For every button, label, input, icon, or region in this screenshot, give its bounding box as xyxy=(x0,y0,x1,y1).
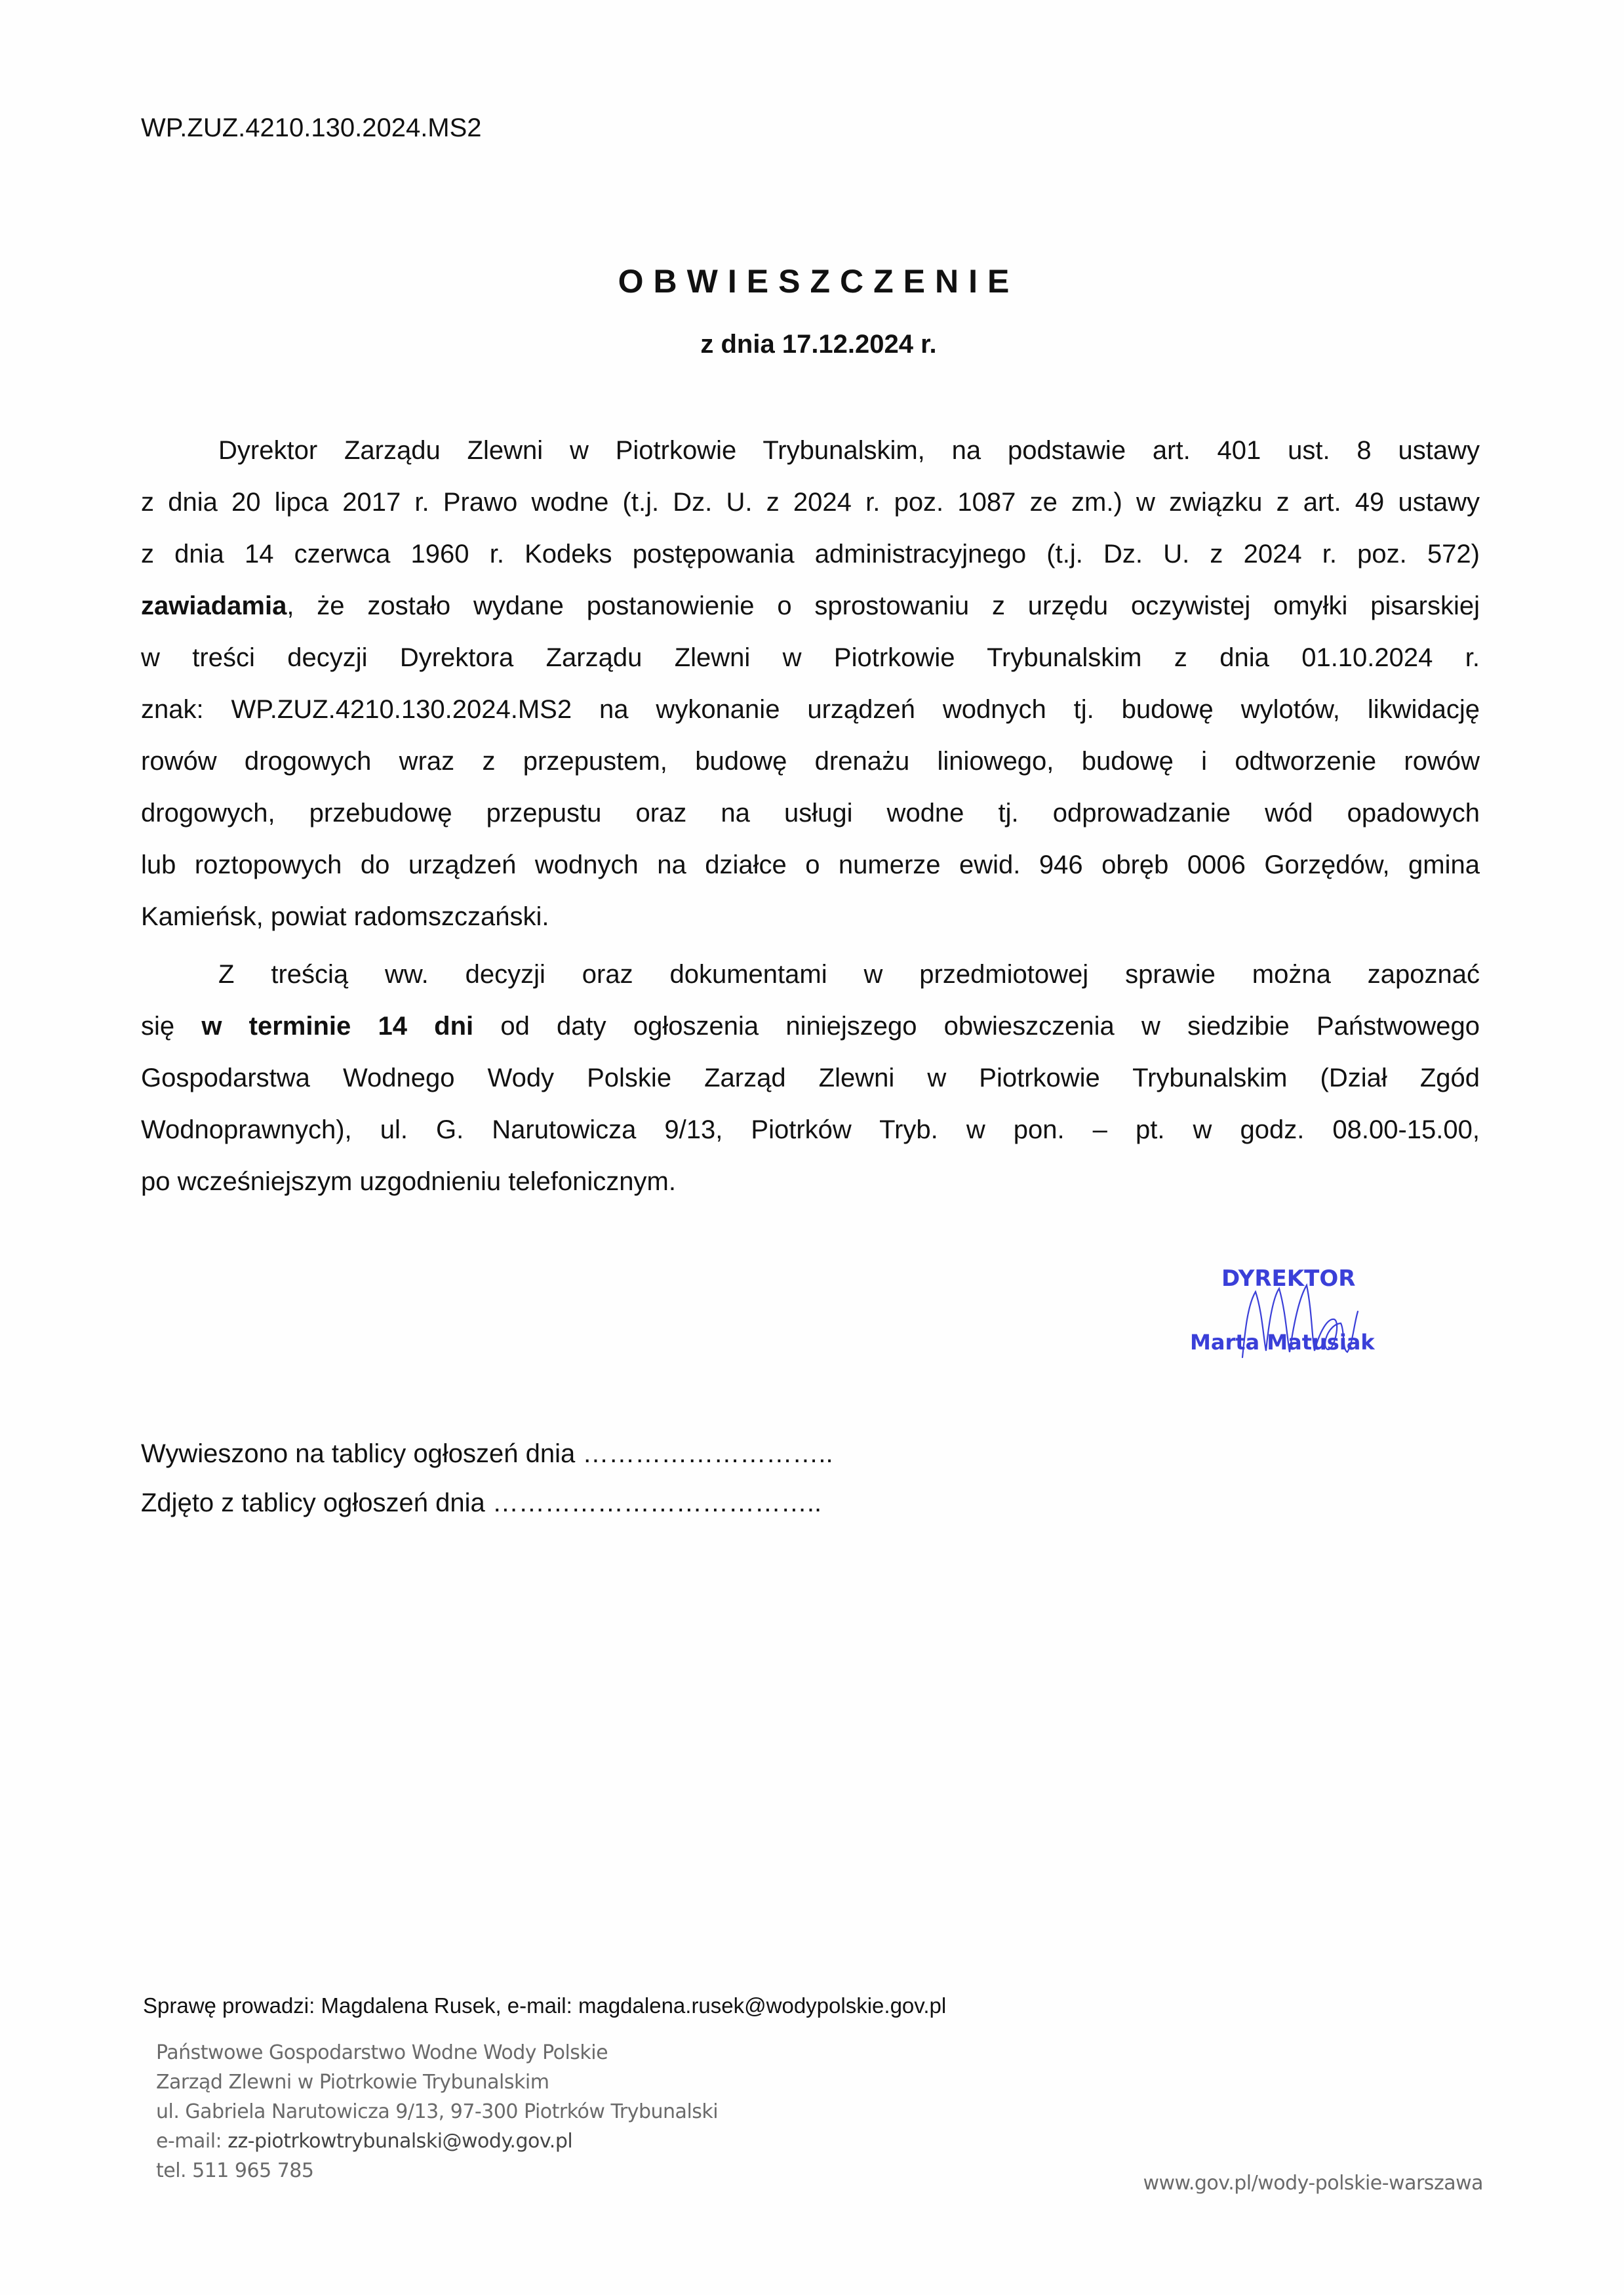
director-stamp xyxy=(1190,1266,1400,1370)
line-text: , że zostało wydane postanowienie o sprostowaniu z urzędu oczywistej omyłki pisarskiej xyxy=(287,591,1480,620)
line-text: od daty ogłoszenia niniejszego obwieszczenia w siedzibie Państwowego xyxy=(473,1012,1480,1041)
paragraph-line: Gospodarstwa Wodnego Wody Polskie Zarząd Zlewni w Piotrkowie Trybunalskim (Dział Zgód xyxy=(141,1064,1480,1092)
bold-deadline: w terminie 14 dni xyxy=(201,1012,474,1041)
bold-keyword: zawiadamia xyxy=(141,591,287,620)
posted-on-board-line: Wywieszono na tablicy ogłoszeń dnia ……………………….. xyxy=(141,1439,833,1468)
footer-address xyxy=(156,2038,718,2185)
footer-street: ul. Gabriela Narutowicza 9/13, 97-300 Piotrków Trybunalski xyxy=(156,2100,719,2123)
case-handler: Sprawę prowadzi: Magdalena Rusek, e-mail: magdalena.rusek@wodypolskie.gov.pl xyxy=(143,1993,947,2018)
document-date: z dnia 17.12.2024 r. xyxy=(700,330,937,359)
paragraph-notice xyxy=(141,425,1480,943)
paragraph-access-info xyxy=(141,949,1480,1208)
footer-org-unit: Zarząd Zlewni w Piotrkowie Trybunalskim xyxy=(156,2071,549,2094)
footer-website: www.gov.pl/wody-polskie-warszawa xyxy=(1143,2172,1483,2195)
stamp-role: DYREKTOR xyxy=(1221,1266,1356,1292)
paragraph-line: Kamieńsk, powiat radomszczański. xyxy=(141,902,549,931)
stamp-name: Marta Matusiak xyxy=(1190,1330,1375,1355)
paragraph-line: z dnia 20 lipca 2017 r. Prawo wodne (t.j. Dz. U. z 2024 r. poz. 1087 ze zm.) w związku z art. 49 ustawy xyxy=(141,488,1480,517)
paragraph-line: Wodnoprawnych), ul. G. Narutowicza 9/13, Piotrków Tryb. w pon. – pt. w godz. 08.00-15.00, xyxy=(141,1115,1480,1144)
paragraph-line: lub roztopowych do urządzeń wodnych na działce o numerze ewid. 946 obręb 0006 Gorzędów, gmina xyxy=(141,850,1480,879)
line-text: się xyxy=(141,1012,202,1041)
paragraph-line xyxy=(141,1001,1480,1052)
paragraph-line: z dnia 14 czerwca 1960 r. Kodeks postępowania administracyjnego (t.j. Dz. U. z 2024 r. poz. 572) xyxy=(141,540,1480,569)
document-title: OBWIESZCZENIE xyxy=(618,263,1020,300)
paragraph-line: znak: WP.ZUZ.4210.130.2024.MS2 na wykonanie urządzeń wodnych tj. budowę wylotów, likwidację xyxy=(141,695,1480,724)
footer-phone: tel. 511 965 785 xyxy=(156,2159,314,2182)
footer-org-name: Państwowe Gospodarstwo Wodne Wody Polskie xyxy=(156,2041,608,2064)
paragraph-line: Z treścią ww. decyzji oraz dokumentami w przedmiotowej sprawie można zapoznać xyxy=(218,960,1480,989)
reference-number: WP.ZUZ.4210.130.2024.MS2 xyxy=(141,113,482,142)
paragraph-line: Dyrektor Zarządu Zlewni w Piotrkowie Trybunalskim, na podstawie art. 401 ust. 8 ustawy xyxy=(218,436,1480,465)
paragraph-line: w treści decyzji Dyrektora Zarządu Zlewni w Piotrkowie Trybunalskim z dnia 01.10.2024 r. xyxy=(141,643,1480,672)
paragraph-line: po wcześniejszym uzgodnieniu telefonicznym. xyxy=(141,1167,676,1196)
footer-email-label: e-mail: xyxy=(156,2130,228,2153)
footer-email: zz-piotrkowtrybunalski@wody.gov.pl xyxy=(228,2130,573,2153)
paragraph-line xyxy=(141,580,1480,632)
removed-from-board-line: Zdjęto z tablicy ogłoszeń dnia ……………………………….. xyxy=(141,1488,822,1517)
footer-email-line xyxy=(156,2126,718,2156)
paragraph-line: drogowych, przebudowę przepustu oraz na usługi wodne tj. odprowadzanie wód opadowych xyxy=(141,799,1480,828)
paragraph-line: rowów drogowych wraz z przepustem, budowę drenażu liniowego, budowę i odtworzenie rowów xyxy=(141,747,1480,776)
